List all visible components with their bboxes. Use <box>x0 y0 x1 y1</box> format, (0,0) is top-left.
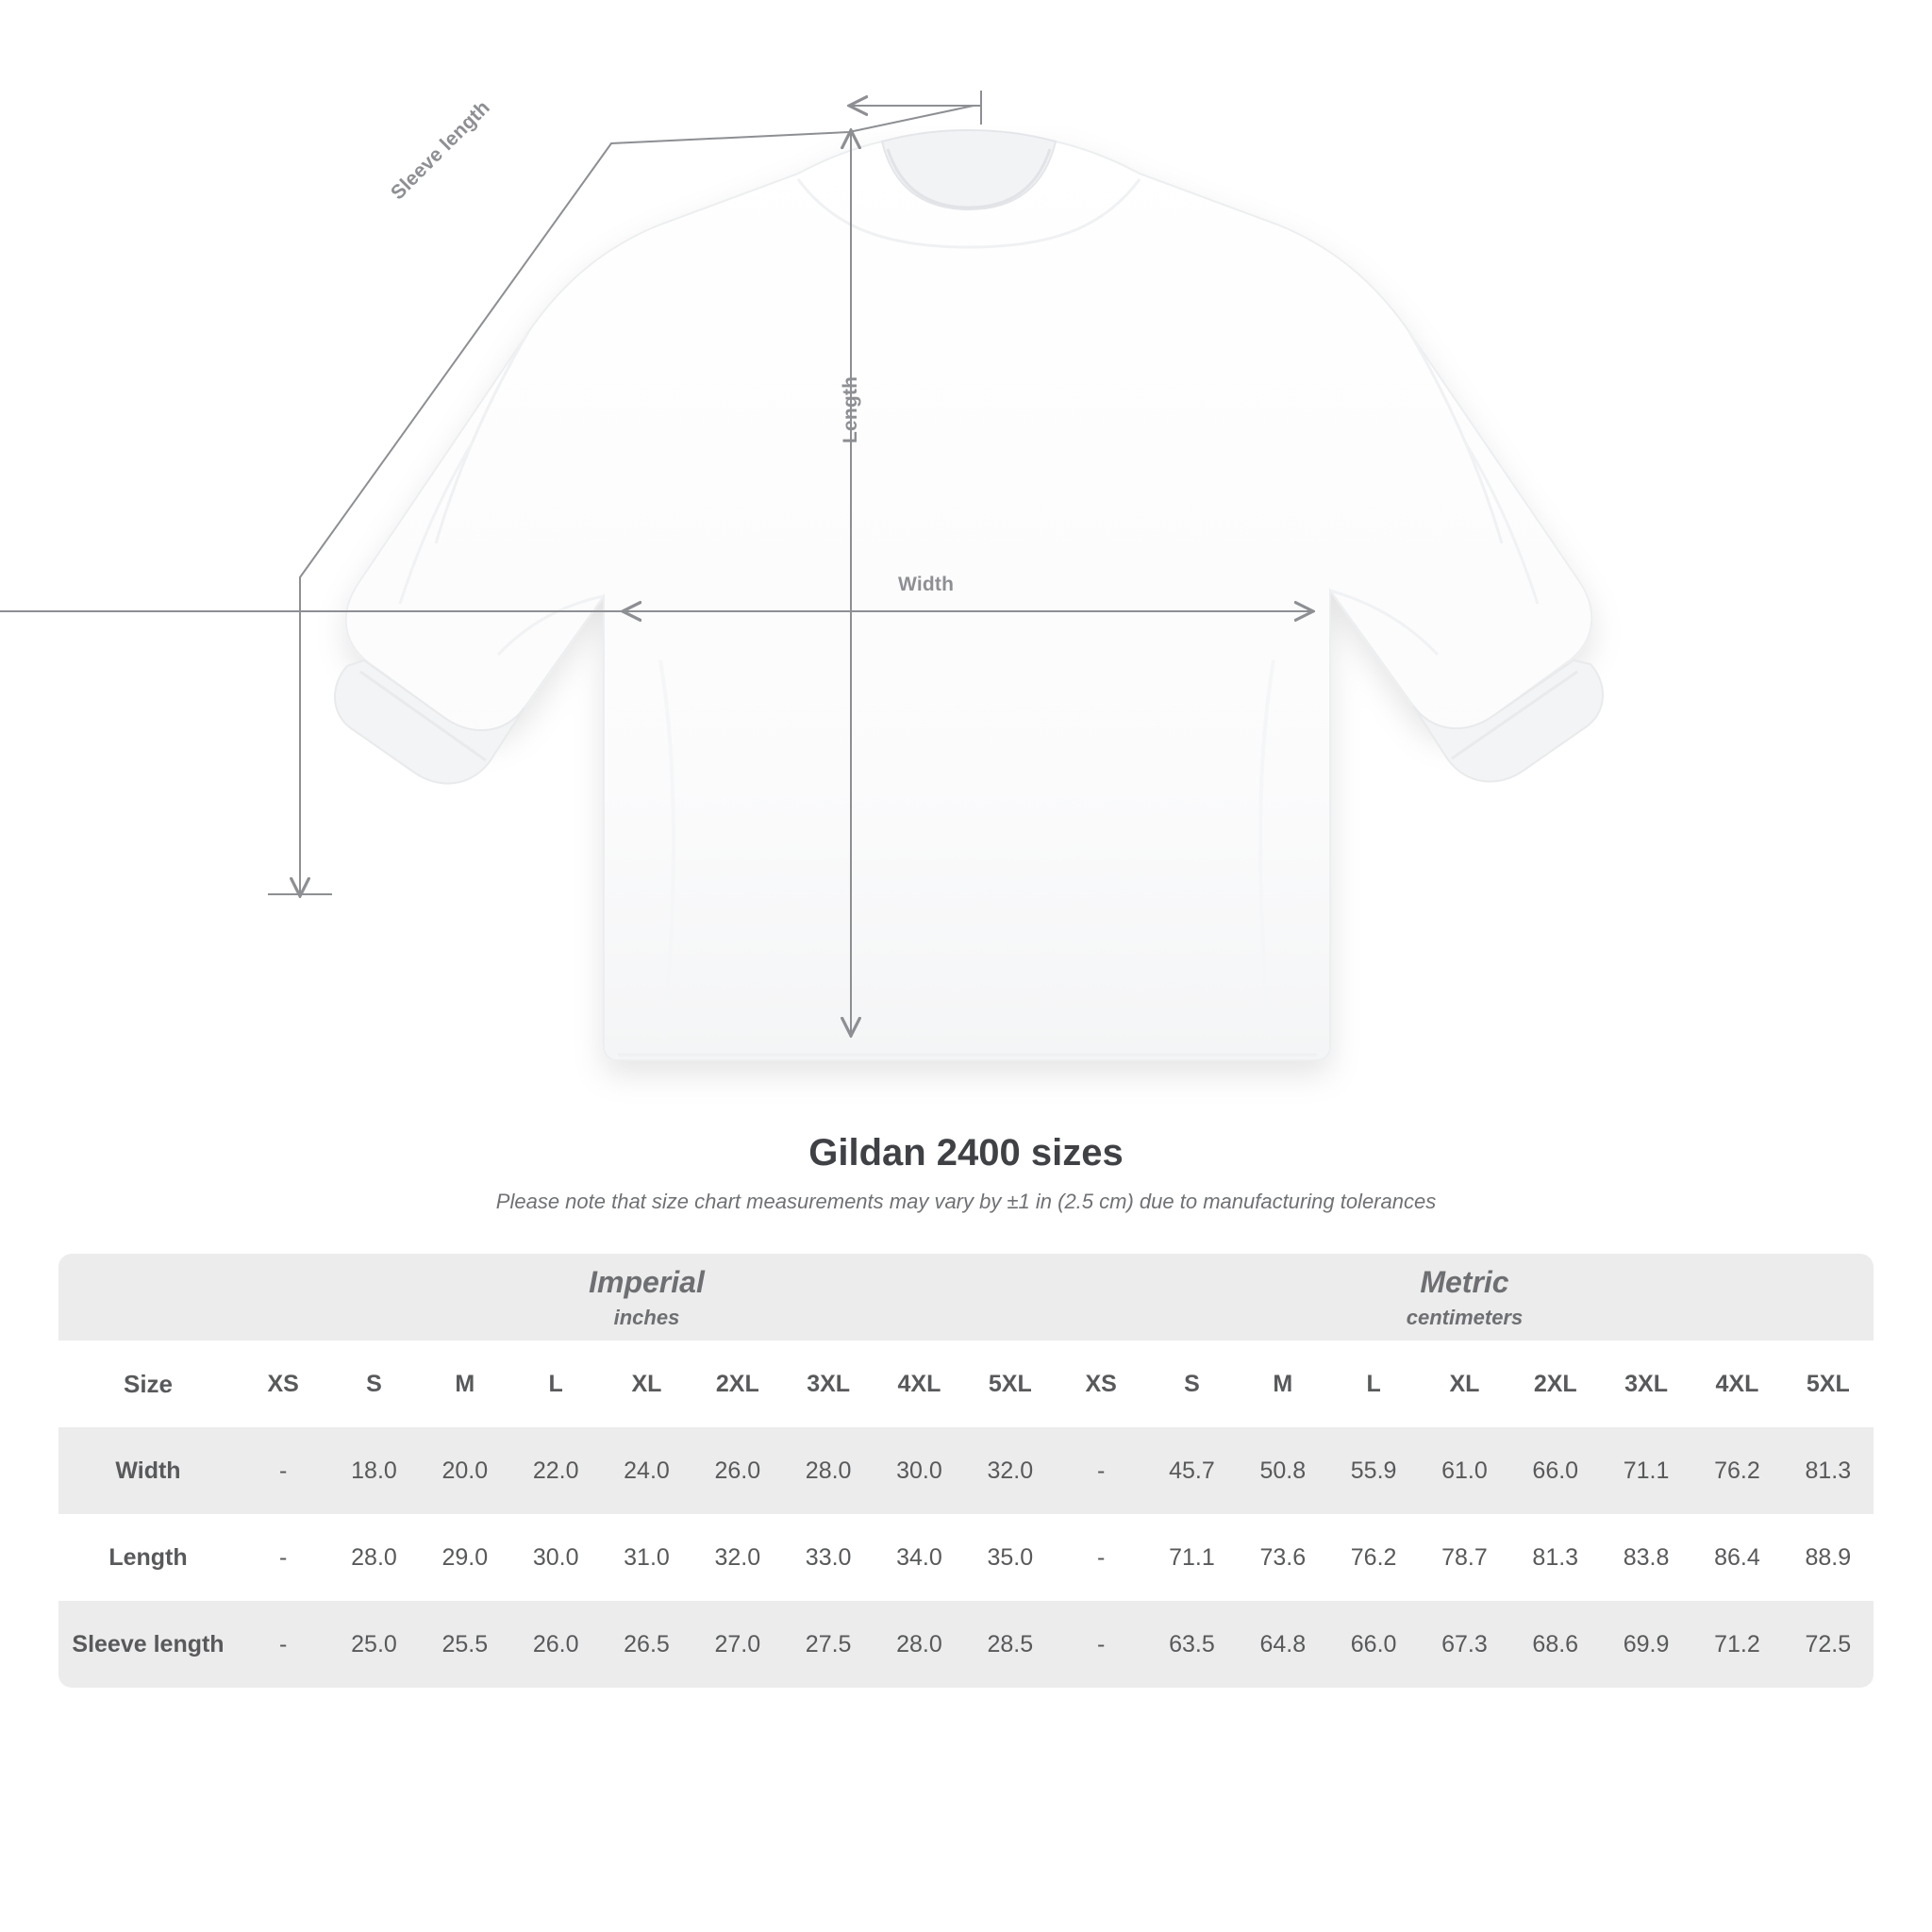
cell-length-metric-5xl: 88.9 <box>1783 1514 1874 1601</box>
cell-length-imperial-2xl: 32.0 <box>692 1514 783 1601</box>
size-col-imperial-4xl: 4XL <box>874 1341 964 1427</box>
cell-length-imperial-m: 29.0 <box>420 1514 510 1601</box>
imperial-unit-name: Imperial <box>589 1264 705 1299</box>
cell-width-imperial-m: 20.0 <box>420 1427 510 1514</box>
cell-sleeve-metric-2xl: 68.6 <box>1510 1601 1601 1688</box>
size-col-metric-2xl: 2XL <box>1510 1341 1601 1427</box>
cell-sleeve-metric-3xl: 69.9 <box>1601 1601 1691 1688</box>
size-col-imperial-3xl: 3XL <box>783 1341 874 1427</box>
cell-width-imperial-3xl: 28.0 <box>783 1427 874 1514</box>
cell-length-imperial-4xl: 34.0 <box>874 1514 964 1601</box>
row-label-width: Width <box>58 1427 238 1514</box>
cell-width-metric-5xl: 81.3 <box>1783 1427 1874 1514</box>
cell-sleeve-imperial-l: 26.0 <box>510 1601 601 1688</box>
cell-sleeve-imperial-2xl: 27.0 <box>692 1601 783 1688</box>
imperial-unit-sub: inches <box>613 1305 680 1329</box>
cell-length-metric-3xl: 83.8 <box>1601 1514 1691 1601</box>
cell-length-imperial-5xl: 35.0 <box>965 1514 1056 1601</box>
cell-width-metric-2xl: 66.0 <box>1510 1427 1601 1514</box>
cell-width-metric-3xl: 71.1 <box>1601 1427 1691 1514</box>
cell-length-metric-l: 76.2 <box>1328 1514 1419 1601</box>
cell-width-imperial-4xl: 30.0 <box>874 1427 964 1514</box>
cell-sleeve-metric-m: 64.8 <box>1238 1601 1328 1688</box>
size-col-metric-s: S <box>1146 1341 1237 1427</box>
size-col-imperial-xs: XS <box>238 1341 328 1427</box>
metric-unit-name: Metric <box>1420 1264 1509 1299</box>
cell-width-imperial-2xl: 26.0 <box>692 1427 783 1514</box>
page-title: Gildan 2400 sizes <box>808 1132 1124 1174</box>
size-col-imperial-s: S <box>328 1341 419 1427</box>
cell-width-metric-m: 50.8 <box>1238 1427 1328 1514</box>
cell-width-imperial-l: 22.0 <box>510 1427 601 1514</box>
cell-length-imperial-s: 28.0 <box>328 1514 419 1601</box>
cell-sleeve-metric-xs: - <box>1056 1601 1146 1688</box>
cell-sleeve-imperial-s: 25.0 <box>328 1601 419 1688</box>
cell-sleeve-metric-4xl: 71.2 <box>1691 1601 1782 1688</box>
cell-length-imperial-l: 30.0 <box>510 1514 601 1601</box>
size-header-row <box>58 1341 1874 1427</box>
cell-sleeve-metric-s: 63.5 <box>1146 1601 1237 1688</box>
size-table <box>58 1254 1874 1688</box>
cell-length-metric-m: 73.6 <box>1238 1514 1328 1601</box>
sleeve-length-measure-label: Sleeve length <box>387 96 494 205</box>
cell-length-metric-2xl: 81.3 <box>1510 1514 1601 1601</box>
imperial-unit-header <box>238 1254 1056 1341</box>
cell-length-imperial-3xl: 33.0 <box>783 1514 874 1601</box>
cell-width-imperial-s: 18.0 <box>328 1427 419 1514</box>
size-table-wrapper <box>58 1254 1874 1688</box>
size-header-cell: Size <box>58 1341 238 1427</box>
row-label-length: Length <box>58 1514 238 1601</box>
cell-length-metric-xl: 78.7 <box>1419 1514 1509 1601</box>
size-col-metric-5xl: 5XL <box>1783 1341 1874 1427</box>
cell-width-metric-l: 55.9 <box>1328 1427 1419 1514</box>
cell-sleeve-imperial-3xl: 27.5 <box>783 1601 874 1688</box>
table-row <box>58 1601 1874 1688</box>
size-col-imperial-xl: XL <box>601 1341 691 1427</box>
cell-width-metric-xl: 61.0 <box>1419 1427 1509 1514</box>
table-corner-cell <box>58 1254 238 1341</box>
size-col-imperial-l: L <box>510 1341 601 1427</box>
row-label-sleeve-length: Sleeve length <box>58 1601 238 1688</box>
cell-width-metric-4xl: 76.2 <box>1691 1427 1782 1514</box>
length-measure-label: Length <box>840 375 861 443</box>
metric-unit-header <box>1056 1254 1874 1341</box>
size-col-imperial-5xl: 5XL <box>965 1341 1056 1427</box>
size-col-imperial-2xl: 2XL <box>692 1341 783 1427</box>
cell-sleeve-imperial-xs: - <box>238 1601 328 1688</box>
unit-header-row <box>58 1254 1874 1341</box>
cell-sleeve-imperial-5xl: 28.5 <box>965 1601 1056 1688</box>
size-col-metric-4xl: 4XL <box>1691 1341 1782 1427</box>
chart-heading <box>0 1132 1932 1214</box>
cell-width-metric-s: 45.7 <box>1146 1427 1237 1514</box>
cell-length-imperial-xs: - <box>238 1514 328 1601</box>
width-measure-label: Width <box>898 574 955 595</box>
metric-unit-sub: centimeters <box>1406 1305 1524 1329</box>
table-row <box>58 1427 1874 1514</box>
cell-sleeve-metric-l: 66.0 <box>1328 1601 1419 1688</box>
cell-width-imperial-xs: - <box>238 1427 328 1514</box>
cell-width-imperial-5xl: 32.0 <box>965 1427 1056 1514</box>
cell-length-metric-4xl: 86.4 <box>1691 1514 1782 1601</box>
cell-length-imperial-xl: 31.0 <box>601 1514 691 1601</box>
cell-sleeve-imperial-4xl: 28.0 <box>874 1601 964 1688</box>
size-col-metric-m: M <box>1238 1341 1328 1427</box>
cell-width-imperial-xl: 24.0 <box>601 1427 691 1514</box>
cell-sleeve-metric-xl: 67.3 <box>1419 1601 1509 1688</box>
size-col-imperial-m: M <box>420 1341 510 1427</box>
cell-width-metric-xs: - <box>1056 1427 1146 1514</box>
cell-sleeve-imperial-xl: 26.5 <box>601 1601 691 1688</box>
size-col-metric-xl: XL <box>1419 1341 1509 1427</box>
size-col-metric-l: L <box>1328 1341 1419 1427</box>
table-row <box>58 1514 1874 1601</box>
cell-length-metric-xs: - <box>1056 1514 1146 1601</box>
size-col-metric-3xl: 3XL <box>1601 1341 1691 1427</box>
tolerance-note: Please note that size chart measurements may vary by ±1 in (2.5 cm) due to manufacturing tolerances <box>495 1190 1437 1213</box>
cell-sleeve-imperial-m: 25.5 <box>420 1601 510 1688</box>
size-col-metric-xs: XS <box>1056 1341 1146 1427</box>
cell-sleeve-metric-5xl: 72.5 <box>1783 1601 1874 1688</box>
cell-length-metric-s: 71.1 <box>1146 1514 1237 1601</box>
